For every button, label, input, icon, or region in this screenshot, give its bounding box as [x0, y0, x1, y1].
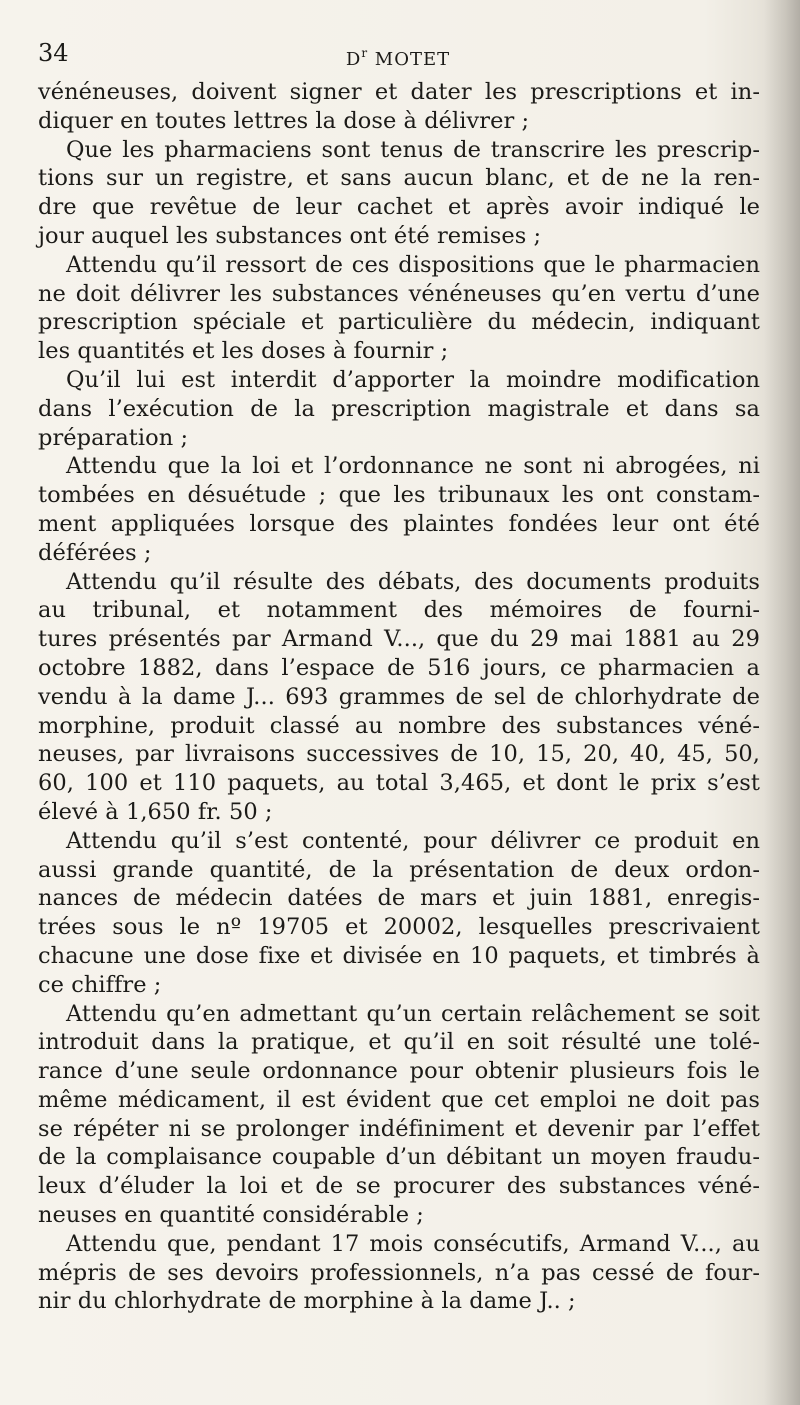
text-line: tions sur un registre, et sans aucun blanc, et de ne la ren- — [38, 165, 760, 192]
text-line: ne doit délivrer les substances vénéneuses qu’en vertu d’une — [38, 280, 760, 307]
text-line: ment appliquées lorsque des plaintes fondées leur ont été — [38, 510, 760, 537]
text-line: jour auquel les substances ont été remises ; — [38, 222, 542, 249]
text-line: Qu’il lui est interdit d’apporter la moindre modification — [66, 366, 760, 393]
text-line: ce chiffre ; — [38, 971, 162, 998]
running-head-sup: r — [361, 46, 369, 60]
text-line: même médicament, il est évident que cet emploi ne doit pas — [38, 1086, 760, 1113]
text-line: aussi grande quantité, de la présentation de deux ordon- — [38, 856, 760, 883]
page-number: 34 — [38, 39, 69, 67]
text-line: élevé à 1,650 fr. 50 ; — [38, 798, 273, 825]
page-header — [38, 36, 758, 70]
text-line: préparation ; — [38, 424, 189, 451]
text-line: trées sous le nº 19705 et 20002, lesquelles prescrivaient — [38, 914, 760, 941]
text-line: tures présentés par Armand V..., que du 29 mai 1881 au 29 — [38, 626, 760, 653]
text-line: Que les pharmaciens sont tenus de transcrire les prescrip- — [66, 136, 760, 163]
text-line: de la complaisance coupable d’un débitant un moyen fraudu- — [38, 1144, 760, 1171]
text-line: leux d’éluder la loi et de se procurer des substances véné- — [38, 1173, 760, 1200]
running-head-name: MOTET — [368, 49, 451, 70]
text-line: rance d’une seule ordonnance pour obtenir plusieurs fois le — [38, 1058, 760, 1085]
text-line: neuses en quantité considérable ; — [38, 1202, 424, 1229]
text-line: dre que revêtue de leur cachet et après avoir indiqué le — [38, 194, 760, 221]
text-line: Attendu qu’il ressort de ces dispositions que le pharmacien — [66, 251, 760, 278]
text-line: morphine, produit classé au nombre des substances véné- — [38, 712, 760, 739]
text-line: déférées ; — [38, 539, 152, 566]
text-line: vendu à la dame J... 693 grammes de sel de chlorhydrate de — [38, 683, 760, 710]
text-line: les quantités et les doses à fournir ; — [38, 338, 449, 365]
text-line: tombées en désuétude ; que les tribunaux les ont constam- — [38, 482, 760, 509]
running-head-prefix: D — [345, 49, 362, 70]
text-line: mépris de ses devoirs professionnels, n’a pas cessé de four- — [38, 1259, 760, 1286]
text-line: Attendu qu’il résulte des débats, des documents produits — [66, 568, 760, 595]
text-line: Attendu qu’il s’est contenté, pour délivrer ce produit en — [66, 827, 760, 854]
text-line: dans l’exécution de la prescription magistrale et dans sa — [38, 395, 760, 422]
page-gutter-shadow — [764, 0, 800, 1405]
text-line: Attendu que la loi et l’ordonnance ne sont ni abrogées, ni — [66, 453, 760, 480]
text-line: introduit dans la pratique, et qu’il en soit résulté une tolé- — [38, 1029, 760, 1056]
text-line: Attendu qu’en admettant qu’un certain relâchement se soit — [66, 1000, 760, 1027]
text-line: 60, 100 et 110 paquets, au total 3,465, et dont le prix s’est — [38, 770, 760, 797]
text-line: octobre 1882, dans l’espace de 516 jours, ce pharmacien a — [38, 654, 760, 681]
text-line: chacune une dose fixe et divisée en 10 paquets, et timbrés à — [38, 942, 760, 969]
running-head — [38, 38, 758, 75]
text-line: nances de médecin datées de mars et juin 1881, enregis- — [38, 885, 760, 912]
body-text — [38, 78, 760, 1316]
text-line: Attendu que, pendant 17 mois consécutifs, Armand V..., au — [66, 1230, 760, 1257]
text-line: nir du chlorhydrate de morphine à la dame J.. ; — [38, 1288, 576, 1315]
text-line: au tribunal, et notamment des mémoires de fourni- — [38, 597, 760, 624]
text-line: vénéneuses, doivent signer et dater les prescriptions et in- — [38, 79, 760, 105]
text-line: diquer en toutes lettres la dose à délivrer ; — [38, 107, 530, 134]
text-line: se répéter ni se prolonger indéfiniment et devenir par l’effet — [38, 1115, 760, 1142]
text-line: neuses, par livraisons successives de 10, 15, 20, 40, 45, 50, — [38, 741, 760, 768]
text-line: prescription spéciale et particulière du médecin, indiquant — [38, 309, 760, 336]
